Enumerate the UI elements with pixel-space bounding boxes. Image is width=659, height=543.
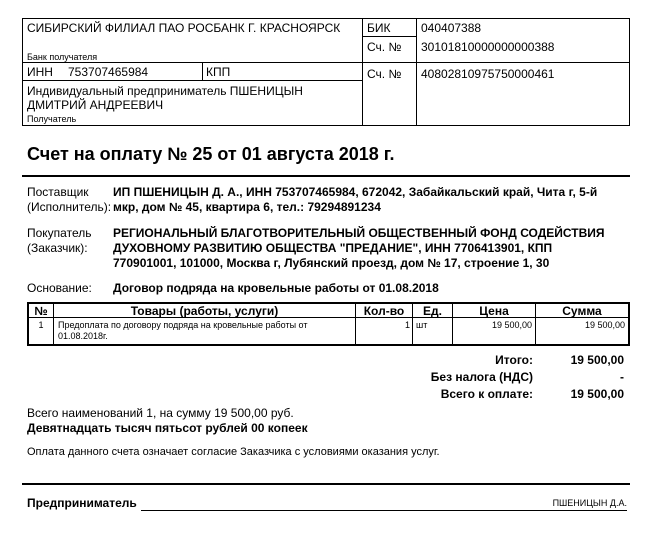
col-header-qty: Кол-во: [363, 304, 405, 318]
customer-label-line2: (Заказчик):: [27, 241, 88, 255]
customer-label-line1: Покупатель: [27, 226, 92, 240]
payment-note: Оплата данного счета означает согласие Заказчика с условиями оказания услуг.: [27, 446, 440, 458]
supplier-text-line1: ИП ПШЕНИЦЫН Д. А., ИНН 753707465984, 672042, Забайкальский край, Чита г, 5-й: [113, 185, 598, 199]
basis-label: Основание:: [27, 281, 92, 295]
recipient-bank-label: Банк получателя: [27, 52, 98, 62]
recipient-name-line2: ДМИТРИЙ АНДРЕЕВИЧ: [27, 98, 164, 112]
row-price: 19 500,00: [491, 320, 532, 330]
supplier-label-line1: Поставщик: [27, 185, 89, 199]
amount-in-words: Девятнадцать тысяч пятьсот рублей 00 копеек: [27, 421, 308, 435]
customer-text-line1: РЕГИОНАЛЬНЫЙ БЛАГОТВОРИТЕЛЬНЫЙ ОБЩЕСТВЕННЫЙ ФОНД СОДЕЙСТВИЯ: [113, 226, 605, 240]
row-qty: 1: [404, 320, 410, 330]
col-header-name: Товары (работы, услуги): [130, 304, 279, 318]
account-label: Сч. №: [367, 67, 402, 81]
total-label: Итого:: [495, 353, 533, 367]
bik-value: 040407388: [421, 21, 482, 35]
col-header-unit: Ед.: [423, 304, 442, 318]
bik-label: БИК: [367, 21, 391, 35]
basis-text: Договор подряда на кровельные работы от 01.08.2018: [113, 281, 439, 295]
signature-label: Предприниматель: [27, 496, 137, 510]
items-count-summary: Всего наименований 1, на сумму 19 500,00 руб.: [27, 406, 294, 420]
row-unit: шт: [416, 320, 428, 330]
bank-name: СИБИРСКИЙ ФИЛИАЛ ПАО РОСБАНК Г. КРАСНОЯРСК: [27, 21, 341, 35]
customer-text-line2: ДУХОВНОМУ РАЗВИТИЮ ОБЩЕСТВА "ПРЕДАНИЕ", ИНН 7706413901, КПП: [113, 241, 553, 255]
row-num: 1: [38, 320, 44, 330]
account-value: 40802810975750000461: [421, 67, 555, 81]
signature-line: [141, 510, 627, 511]
row-sum: 19 500,00: [584, 320, 625, 330]
corr-account-label: Сч. №: [367, 40, 402, 54]
col-header-price: Цена: [479, 304, 509, 318]
supplier-text-line2: мкр, дом № 45, квартира 6, тел.: 79294891234: [113, 200, 381, 214]
total-value: 19 500,00: [570, 353, 624, 367]
signature-name: ПШЕНИЦЫН Д.А.: [552, 498, 627, 508]
vat-label: Без налога (НДС): [430, 370, 533, 384]
recipient-name-line1: Индивидуальный предприниматель ПШЕНИЦЫН: [27, 84, 303, 98]
kpp-label: КПП: [206, 65, 231, 79]
supplier-label-line2: (Исполнитель):: [27, 200, 112, 214]
row-name-line2: 01.08.2018г.: [58, 331, 108, 341]
customer-text-line3: 770901001, 101000, Москва г, Лубянский проезд, дом № 17, строение 1, 30: [113, 256, 550, 270]
to-pay-label: Всего к оплате:: [440, 387, 533, 401]
col-header-sum: Сумма: [562, 304, 602, 318]
corr-account-value: 30101810000000000388: [421, 40, 555, 54]
recipient-label: Получатель: [27, 114, 77, 124]
footer-divider: [22, 483, 630, 485]
invoice-title: Счет на оплату № 25 от 01 августа 2018 г.: [27, 144, 395, 164]
inn-value: 753707465984: [68, 65, 149, 79]
title-divider: [22, 175, 630, 177]
row-name-line1: Предоплата по договору подряда на кровельные работы от: [58, 320, 308, 330]
vat-value: -: [620, 370, 624, 384]
inn-label: ИНН: [27, 65, 53, 79]
to-pay-value: 19 500,00: [570, 387, 624, 401]
col-header-num: №: [34, 304, 48, 318]
